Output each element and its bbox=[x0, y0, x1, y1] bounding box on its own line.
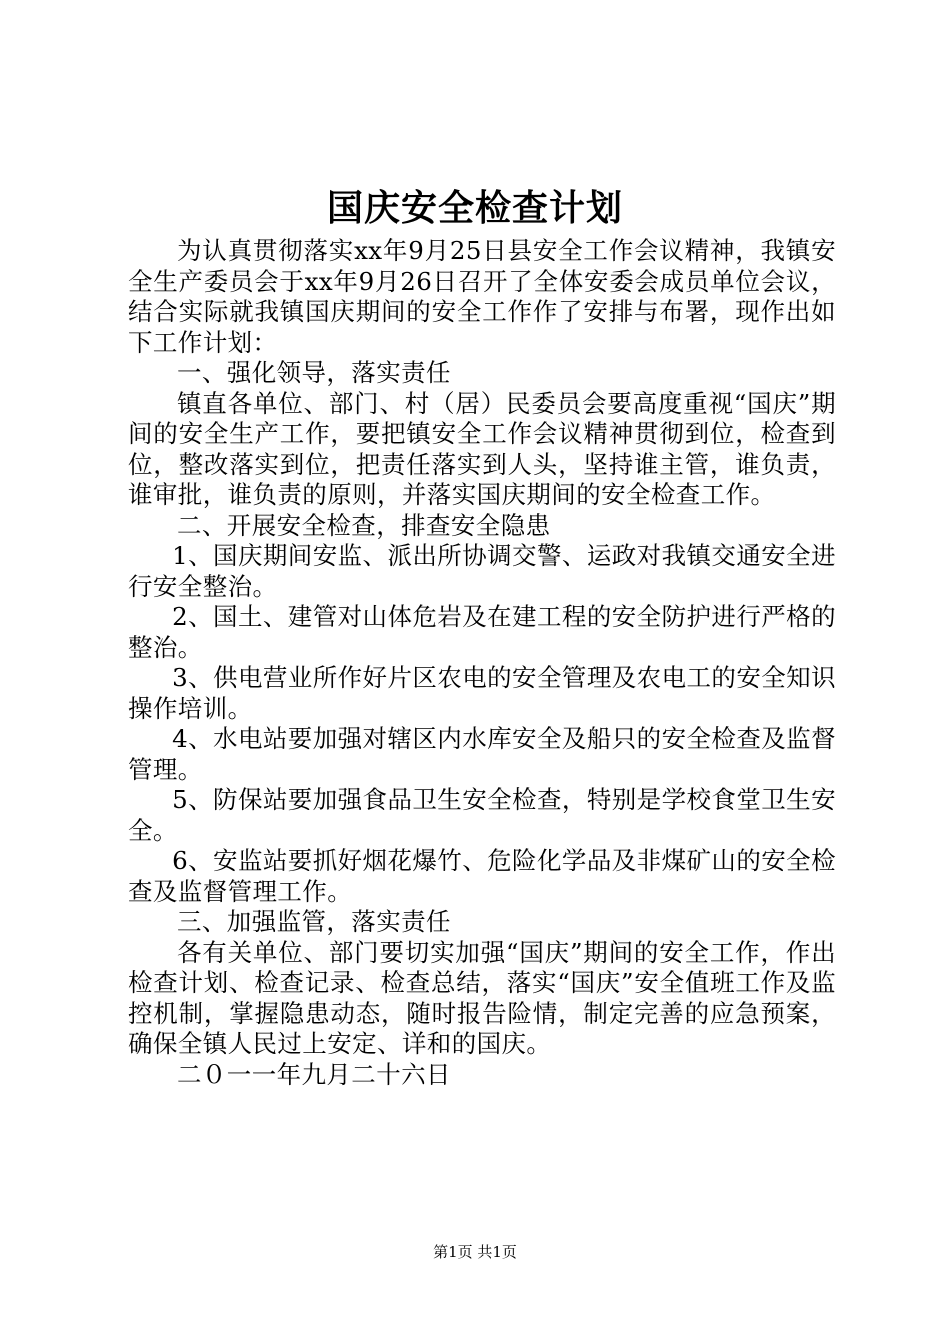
section-3-paragraph: 各有关单位、部门要切实加强“国庆”期间的安全工作，作出检查计划、检查记录、检查总结，落实“国庆”安全值班工作及监控机制，掌握隐患动态，随时报告险情，制定完善的应急预案，确保全镇人民过上安定、详和的国庆。 bbox=[128, 937, 836, 1058]
section-1-paragraph: 镇直各单位、部门、村（居）民委员会要高度重视“国庆”期间的安全生产工作，要把镇安全工作会议精神贯彻到位，检查到位，整改落实到位，把责任落实到人头，坚持谁主管，谁负责，谁审批，谁负责的原则，并落实国庆期间的安全检查工作。 bbox=[128, 388, 836, 509]
intro-paragraph: 为认真贯彻落实xx年9月25日县安全工作会议精神，我镇安全生产委员会于xx年9月26日召开了全体安委会成员单位会议，结合实际就我镇国庆期间的安全工作作了安排与布署，现作出如下工作计划： bbox=[128, 236, 836, 357]
section-heading-1: 一、强化领导，落实责任 bbox=[177, 358, 451, 387]
section-heading-2: 二、开展安全检查，排查安全隐患 bbox=[177, 510, 551, 540]
list-item-6: 6、安监站要抓好烟花爆竹、危险化学品及非煤矿山的安全检查及监督管理工作。 bbox=[128, 846, 836, 906]
list-item-1: 1、国庆期间安监、派出所协调交警、运政对我镇交通安全进行安全整治。 bbox=[128, 541, 836, 601]
document-body bbox=[128, 236, 836, 1090]
list-item-3: 3、供电营业所作好片区农电的安全管理及农电工的安全知识操作培训。 bbox=[128, 663, 836, 723]
document-date: 二０一一年九月二十六日 bbox=[177, 1059, 451, 1089]
list-item-2: 2、国土、建管对山体危岩及在建工程的安全防护进行严格的整治。 bbox=[128, 602, 836, 662]
document-title: 国庆安全检查计划 bbox=[326, 187, 623, 229]
list-item-5: 5、防保站要加强食品卫生安全检查，特别是学校食堂卫生安全。 bbox=[128, 785, 836, 845]
section-heading-3: 三、加强监管，落实责任 bbox=[177, 907, 451, 936]
page-indicator: 第1页 共1页 bbox=[433, 1243, 517, 1261]
list-item-4: 4、水电站要加强对辖区内水库安全及船只的安全检查及监督管理。 bbox=[128, 724, 836, 784]
